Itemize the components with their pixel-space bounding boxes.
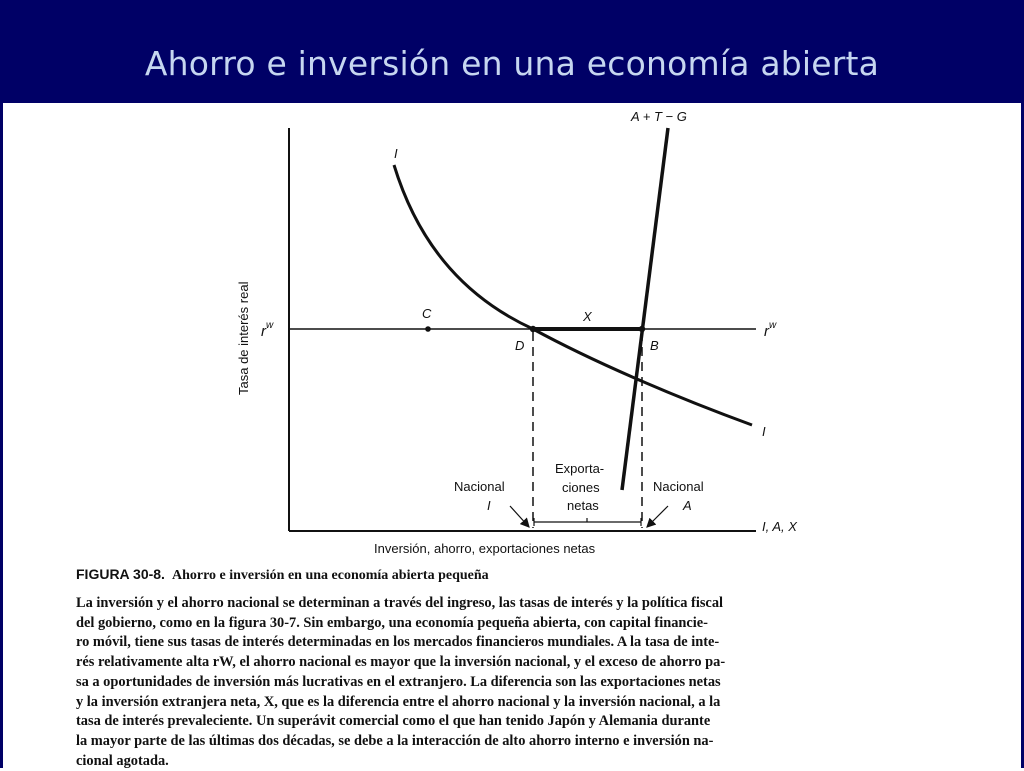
bracket-right-line2: A (683, 498, 692, 513)
investment-curve (394, 165, 752, 425)
caption-line: La inversión y el ahorro nacional se determinan a través del ingreso, las tasas de interés y la política fiscal (76, 595, 724, 611)
caption-line: la mayor parte de las últimas dos décadas, se debe a la interacción de alto ahorro interno e inversión na- (76, 732, 714, 749)
slide-title: Ahorro e inversión en una economía abierta (144, 44, 880, 83)
arrow-investment (510, 506, 529, 527)
saving-curve-label: A + T − G (631, 109, 687, 124)
figure-caption (76, 566, 976, 771)
caption-line: y la inversión extranjera neta, X, que es la diferencia entre el ahorro nacional y la inversión nacional, a la (76, 693, 721, 710)
arrow-saving (647, 506, 668, 527)
caption-line: cional agotada. (76, 752, 169, 769)
investment-label-top: I (394, 146, 398, 161)
net-exports-bracket (534, 518, 641, 526)
investment-label-bottom: I (762, 424, 766, 439)
point-c-label: C (422, 306, 432, 321)
bracket-mid-line1: Exporta- (555, 461, 605, 476)
point-b-label: B (650, 338, 659, 353)
bracket-right-line1: Nacional (653, 479, 704, 494)
y-axis-label: Tasa de interés real (236, 281, 251, 395)
x-axis-label: Inversión, ahorro, exportaciones netas (374, 541, 596, 556)
bracket-mid-line2: ciones (562, 480, 600, 495)
point-d-dot (530, 326, 536, 332)
caption-line: rés relativamente alta rW, el ahorro nacional es mayor que la inversión nacional, y el exceso de ahorro pa- (76, 654, 726, 671)
bracket-left-line1: Nacional (454, 479, 505, 494)
point-c-dot (425, 326, 431, 332)
point-d-label: D (515, 338, 525, 353)
saving-curve (622, 128, 668, 490)
bracket-mid-line3: netas (567, 498, 599, 513)
bracket-left-line2: I (487, 498, 491, 513)
point-b-dot (639, 326, 645, 332)
caption-figure-number: FIGURA 30-8. (76, 566, 165, 582)
caption-line: tasa de interés prevaleciente. Un superávit comercial como el que han tenido Japón y Alemania durante (76, 713, 711, 730)
caption-title (76, 566, 976, 584)
caption-line: del gobierno, como en la figura 30-7. Sin embargo, una economía pequeña abierta, con capital financie- (76, 614, 708, 631)
caption-line: ro móvil, tiene sus tasas de interés determinadas en los mercados financieros mundiales. A la tasa de inte- (76, 634, 720, 651)
world-rate-label-right: $r^w$ (764, 320, 777, 340)
gap-label: X (583, 309, 592, 324)
caption-line: sa a oportunidades de inversión más lucrativas en el extranjero. La diferencia son las exportaciones netas (76, 673, 721, 690)
caption-figure-title: Ahorro e inversión en una economía abierta pequeña (171, 568, 489, 583)
world-rate-label-left: $r^w$ (261, 320, 274, 340)
x-axis-end-label: I, A, X (762, 519, 797, 534)
